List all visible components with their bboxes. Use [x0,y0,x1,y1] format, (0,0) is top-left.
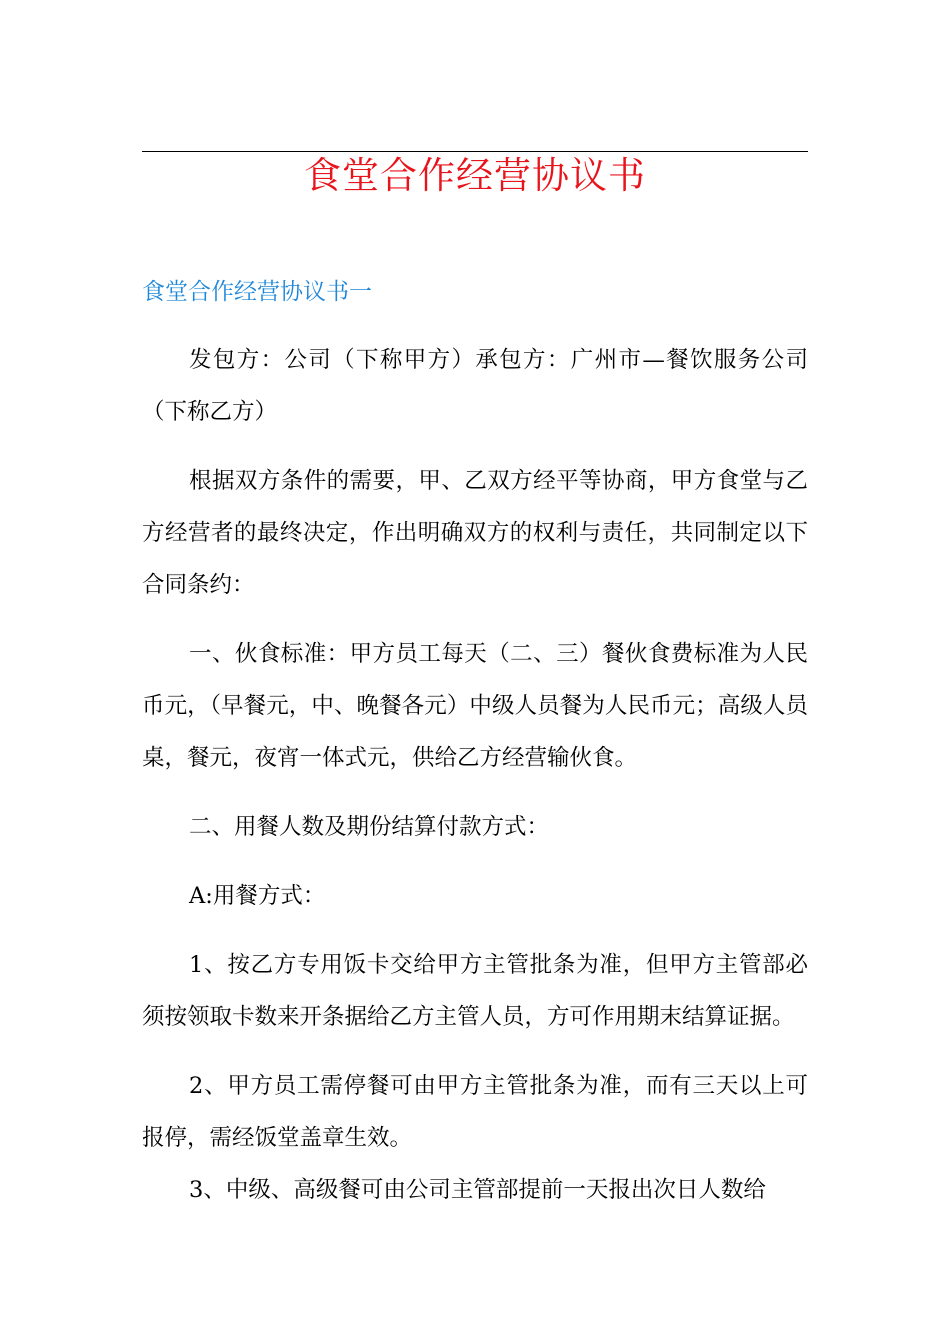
paragraph-dining-method: A:用餐方式： [189,883,326,909]
section-heading: 食堂合作经营协议书一 [142,279,372,305]
paragraph-clause-1: 1、按乙方专用饭卡交给甲方主管批条为准，但甲方主管部必须按领取卡数来开条据给乙方主管人员，方可作用期末结算证据。 [142,952,808,1030]
paragraph-clause-3: 3、中级、高级餐可由公司主管部提前一天报出次日人数给 [189,1177,766,1203]
paragraph-meal-standard: 一、伙食标准：甲方员工每天（二、三）餐伙食费标准为人民币元，（早餐元，中、晚餐各元）中级人员餐为人民币元；高级人员桌，餐元，夜宵一体式元，供给乙方经营输伙食。 [142,641,808,771]
document-body [142,334,808,1216]
paragraph-clause-2: 2、甲方员工需停餐可由甲方主管批条为准，而有三天以上可报停，需经饭堂盖章生效。 [142,1073,808,1151]
paragraph-parties: 发包方：公司（下称甲方）承包方：广州市—餐饮服务公司（下称乙方） [142,347,808,425]
paragraph-settlement-heading: 二、用餐人数及期份结算付款方式： [189,814,550,840]
document-title: 食堂合作经营协议书 [304,154,646,197]
paragraph-preamble: 根据双方条件的需要，甲、乙双方经平等协商，甲方食堂与乙方经营者的最终决定，作出明确双方的权利与责任，共同制定以下合同条约： [142,468,808,598]
